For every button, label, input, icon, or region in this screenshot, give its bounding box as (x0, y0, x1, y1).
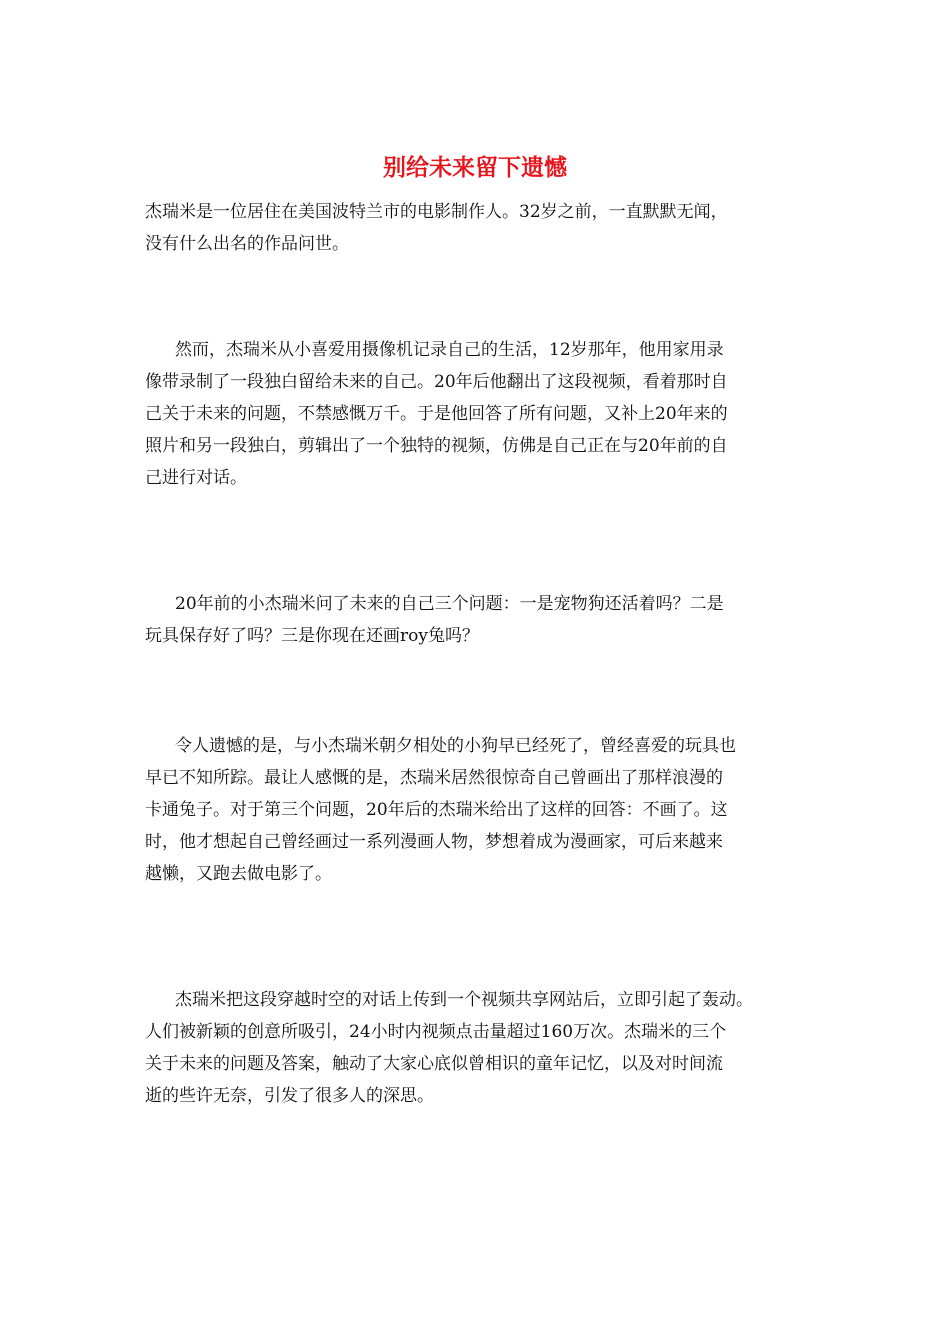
paragraph-line: 人们被新颖的创意所吸引，24小时内视频点击量超过160万次。杰瑞米的三个 (145, 1022, 727, 1042)
paragraph-line: 杰瑞米把这段穿越时空的对话上传到一个视频共享网站后，立即引起了轰动。 (175, 990, 753, 1010)
paragraph-line: 越懒，又跑去做电影了。 (145, 864, 332, 884)
document-title: 别给未来留下遗憾 (383, 155, 567, 181)
paragraph-3 (145, 588, 805, 652)
paragraph-line: 卡通兔子。对于第三个问题，20年后的杰瑞米给出了这样的回答：不画了。这 (145, 800, 728, 820)
paragraph-line: 逝的些许无奈，引发了很多人的深思。 (145, 1086, 434, 1106)
paragraph-5 (145, 984, 805, 1112)
paragraph-line: 己关于未来的问题，不禁感慨万千。于是他回答了所有问题，又补上20年来的 (145, 404, 728, 424)
paragraph-1 (145, 196, 805, 260)
paragraph-line: 然而，杰瑞米从小喜爱用摄像机记录自己的生活，12岁那年，他用家用录 (175, 340, 724, 360)
paragraph-line: 没有什么出名的作品问世。 (145, 234, 349, 254)
paragraph-line: 关于未来的问题及答案，触动了大家心底似曾相识的童年记忆，以及对时间流 (145, 1054, 723, 1074)
paragraph-line: 己进行对话。 (145, 468, 247, 488)
paragraph-2 (145, 334, 805, 494)
paragraph-line: 玩具保存好了吗？三是你现在还画roy兔吗？ (145, 626, 479, 646)
paragraph-line: 早已不知所踪。最让人感慨的是，杰瑞米居然很惊奇自己曾画出了那样浪漫的 (145, 768, 723, 788)
paragraph-line: 杰瑞米是一位居住在美国波特兰市的电影制作人。32岁之前，一直默默无闻， (145, 202, 728, 222)
paragraph-line: 像带录制了一段独白留给未来的自己。20年后他翻出了这段视频，看着那时自 (145, 372, 728, 392)
paragraph-line: 令人遗憾的是，与小杰瑞米朝夕相处的小狗早已经死了，曾经喜爱的玩具也 (175, 736, 736, 756)
paragraph-line: 20年前的小杰瑞米问了未来的自己三个问题：一是宠物狗还活着吗？二是 (175, 594, 724, 614)
paragraph-line: 照片和另一段独白，剪辑出了一个独特的视频，仿佛是自己正在与20年前的自 (145, 436, 728, 456)
paragraph-line: 时，他才想起自己曾经画过一系列漫画人物，梦想着成为漫画家，可后来越来 (145, 832, 723, 852)
paragraph-4 (145, 730, 805, 890)
